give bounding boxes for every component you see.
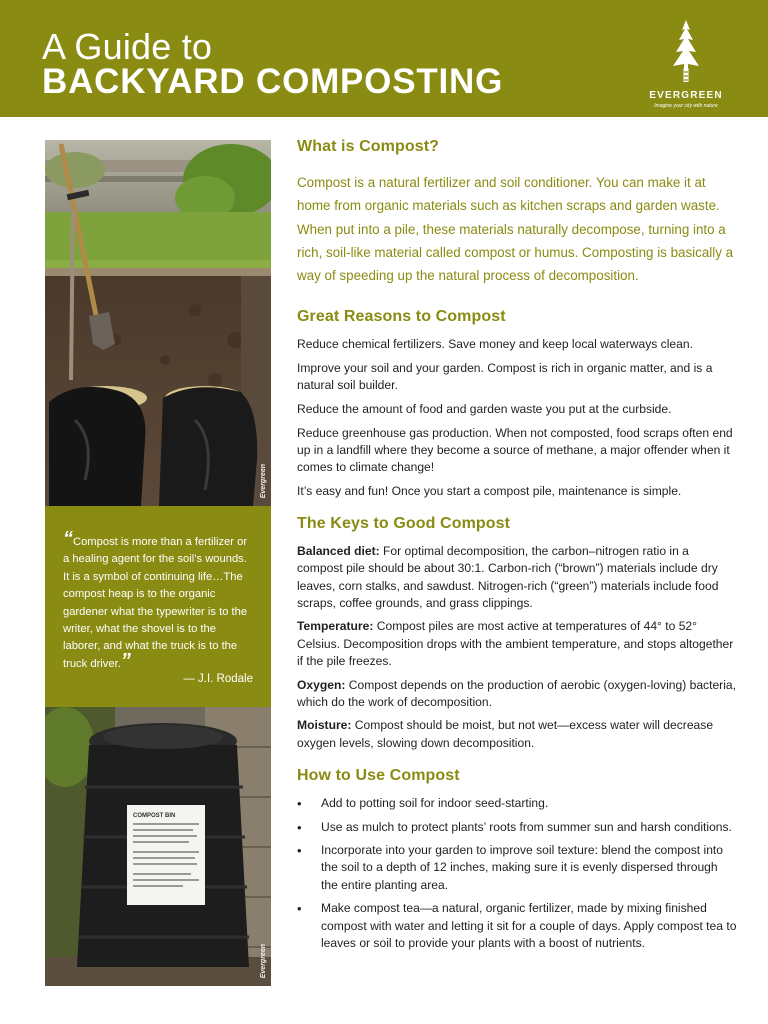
photo-credit-bottom: Evergreen	[260, 943, 267, 978]
logo-tagline: Imagine your city with nature	[654, 103, 718, 109]
heading-great-reasons: Great Reasons to Compost	[297, 308, 506, 326]
key-text: Compost depends on the production of aerobic (oxygen-loving) bacteria, which do the work of decomposition.	[297, 677, 736, 709]
key-item	[297, 618, 737, 670]
heading-how-to-use-compost: How to Use Compost	[297, 766, 460, 784]
reason-item: It’s easy and fun! Once you start a compost pile, maintenance is simple.	[297, 483, 682, 498]
key-item	[297, 677, 737, 711]
quote	[63, 528, 253, 673]
key-term: Oxygen:	[297, 677, 346, 692]
open-quote-mark: “	[63, 528, 73, 550]
quote-box	[45, 506, 271, 707]
garden-bed-photo	[45, 140, 271, 506]
use-item: • Incorporate into your garden to improve soil texture: blend the compost into the soil to a depth of 12 inches, making sure it is evenly dispersed through the entire planting area.	[297, 842, 737, 894]
reason-item: Reduce chemical fertilizers. Save money and keep local waterways clean.	[297, 337, 693, 352]
heading-what-is-compost: What is Compost?	[297, 138, 440, 155]
reasons-list	[297, 336, 737, 500]
use-item: • Use as mulch to protect plants’ roots from summer sun and harsh conditions.	[297, 819, 737, 836]
heading-keys-to-good-compost: The Keys to Good Compost	[297, 515, 511, 533]
use-item: • Make compost tea—a natural, organic fertilizer, made by mixing finished compost with water and letting it sit for a couple of days. Apply compost tea to leaves or soil to provide your plants with a boost of nutrients.	[297, 900, 737, 952]
header-banner	[0, 0, 768, 117]
evergreen-logo	[644, 16, 728, 112]
reason-item: Reduce greenhouse gas production. When not composted, food scraps often end up in a landfill where they become a source of methane, a major offender when it comes to climate change!	[297, 425, 733, 475]
key-text: For optimal decomposition, the carbon–nitrogen ratio in a compost pile should be about 30:1. Carbon-rich (“brown”) materials include dry leaves, corn stalks, and sawdust. Nitrogen-rich (“green”) materials include food scraps, coffee grounds, and grass clippings.	[297, 544, 719, 610]
key-item	[297, 717, 737, 751]
uses-list	[297, 795, 737, 952]
logo-name: EVERGREEN	[649, 90, 723, 101]
bin-sign-title: COMPOST BIN	[133, 813, 176, 819]
title-line-1: A Guide to	[42, 26, 213, 67]
reason-item: Improve your soil and your garden. Compost is rich in organic matter, and is a natural soil builder.	[297, 361, 713, 393]
compost-bin-photo	[45, 707, 271, 986]
key-text: Compost piles are most active at temperatures of 44° to 52° Celsius. Decomposition drops with the ambient temperature, and stops altogether if the pile freezes.	[297, 619, 734, 668]
quote-text: Compost is more than a fertilizer or a healing agent for the soil’s wounds. It is a symbol of continuing life…The compost heap is to the organic gardener what the typewriter is to the writer, what the shovel is to the laborer, and what the truck is to the truck driver.	[63, 536, 248, 670]
evergreen-tree-icon	[644, 16, 728, 88]
close-quote-mark: ”	[120, 649, 131, 672]
use-item: • Add to potting soil for indoor seed-starting.	[297, 795, 737, 812]
quote-author: — J.I. Rodale	[183, 673, 253, 685]
title-line-2: BACKYARD COMPOSTING	[42, 62, 504, 101]
key-term: Balanced diet:	[297, 544, 380, 559]
key-text: Compost should be moist, but not wet—excess water will decrease oxygen levels, slowing down decomposition.	[297, 718, 714, 750]
key-term: Temperature:	[297, 619, 374, 634]
photo-credit: Evergreen	[260, 463, 267, 498]
reason-item: Reduce the amount of food and garden waste you put at the curbside.	[297, 402, 672, 417]
keys-list	[297, 543, 737, 752]
key-item	[297, 543, 737, 612]
what-is-compost-body: Compost is a natural fertilizer and soil conditioner. You can make it at home from organic materials such as kitchen scraps and garden waste. When put into a pile, these materials naturally decompose, turning into a rich, soil-like material called compost or humus. Composting is basically a way of speeding up the natural process of decomposition.	[297, 175, 734, 284]
main-content	[297, 138, 737, 958]
key-term: Moisture:	[297, 718, 352, 733]
